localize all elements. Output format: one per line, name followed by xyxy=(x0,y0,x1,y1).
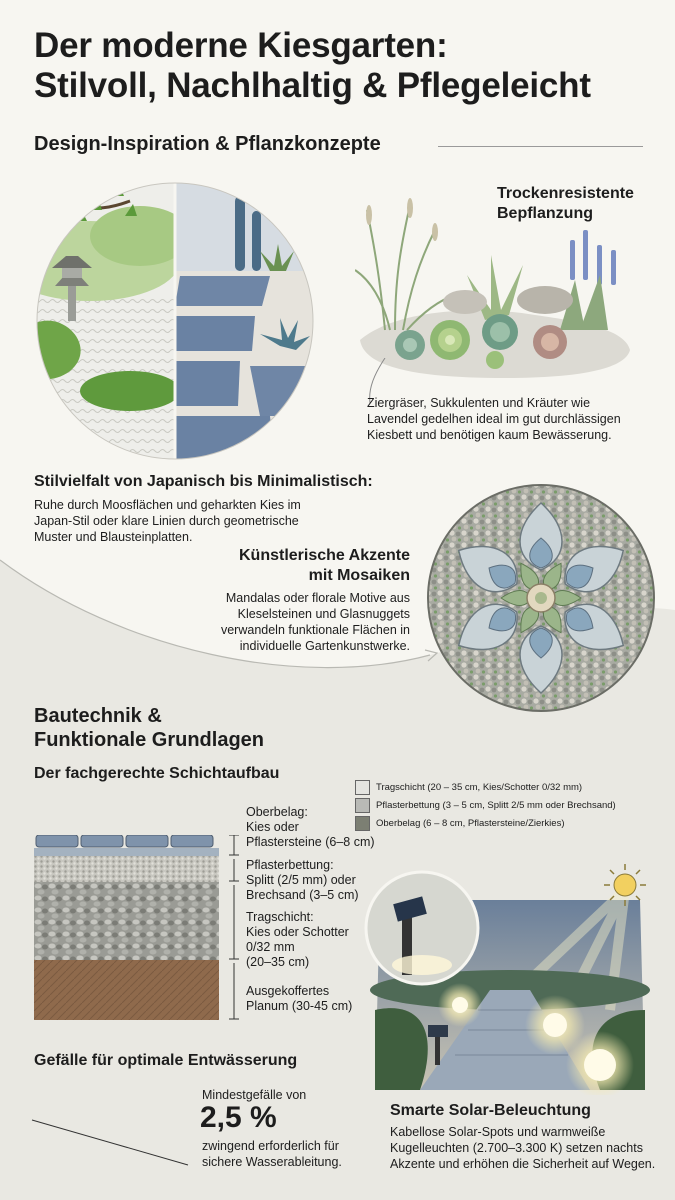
slope-line xyxy=(30,1110,190,1170)
solar-heading: Smarte Solar-Beleuchtung xyxy=(390,1102,591,1119)
legend-swatch xyxy=(355,780,370,795)
page-title-line1: Der moderne Kiesgarten: xyxy=(34,26,448,65)
drought-text-line2: Lavendel gedelhen ideal im gut durchlässigen xyxy=(367,412,621,426)
legend-row-tragschicht xyxy=(355,780,582,795)
slope-heading: Gefälle für optimale Entwässerung xyxy=(34,1052,298,1069)
mosaic-text-line4: individuelle Gartenkunstwerke. xyxy=(239,639,410,653)
layer-label-line: Kies oder Schotter xyxy=(246,925,349,939)
solar-text-line1: Kabellose Solar-Spots und warmweiße xyxy=(390,1125,606,1139)
slope-text xyxy=(202,1138,402,1170)
styles-text-line2: Japan-Stil oder klare Linien durch geometrische xyxy=(34,514,299,528)
section-construction-heading-line1: Bautechnik & xyxy=(34,705,162,727)
styles-heading: Stilvielfalt von Japanisch bis Minimalistisch: xyxy=(34,473,373,490)
layer-cross-section-diagram xyxy=(34,835,264,1025)
mosaic-text-line2: Kleselsteinen und Glasnuggets xyxy=(237,607,410,621)
drought-text-line1: Ziergräser, Sukkulenten und Kräuter wie xyxy=(367,396,591,410)
mosaic-mandala-illustration xyxy=(425,482,657,714)
mosaic-text-line1: Mandalas oder florale Motive aus xyxy=(225,591,410,605)
mosaic-text xyxy=(160,590,410,654)
layer-label-line: (20–35 cm) xyxy=(246,955,310,969)
solar-text-line2: Kugelleuchten (2.700–3.300 K) setzen nachts xyxy=(390,1141,643,1155)
layer-label-line: Tragschicht: xyxy=(246,910,314,924)
legend-label: Oberbelag (6 – 8 cm, Pflastersteine/Zierkies) xyxy=(376,817,565,829)
layer-label-line: Pflastersteine (6–8 cm) xyxy=(246,835,375,849)
legend-label: Tragschicht (20 – 35 cm, Kies/Schotter 0/32 mm) xyxy=(376,781,583,793)
layer-label-line: Splitt (2/5 mm) oder xyxy=(246,873,356,887)
heading-divider xyxy=(438,146,643,147)
drought-text xyxy=(367,395,667,443)
layer-label-line: Brechsand (3–5 cm) xyxy=(246,888,359,902)
succulent-icon xyxy=(430,320,470,360)
slope-text-line1: zwingend erforderlich für xyxy=(202,1139,339,1153)
solar-lighting-illustration xyxy=(360,860,660,1095)
slope-value: 2,5 % xyxy=(200,1101,277,1134)
slope-text-top: Mindestgefälle von xyxy=(202,1088,307,1102)
slope-text-line2: sichere Wasserableitung. xyxy=(202,1155,342,1169)
drought-text-line3: Kiesbett und benötigen kaum Bewässerung. xyxy=(367,428,612,442)
page-title-line2: Stilvoll, Nachlhaltig & Pflegeleicht xyxy=(34,66,591,105)
layers-heading: Der fachgerechte Schichtaufbau xyxy=(34,765,280,782)
solar-text xyxy=(390,1124,670,1172)
section-design-heading: Design-Inspiration & Pflanzkonzepte xyxy=(34,133,381,155)
styles-text-line1: Ruhe durch Moosflächen und geharkten Kies im xyxy=(34,498,301,512)
layer-label-line: 0/32 mm xyxy=(246,940,295,954)
mosaic-heading xyxy=(200,546,410,586)
drought-heading-line2: Bepflanzung xyxy=(497,205,593,222)
layer-label-line: Planum (30-45 cm) xyxy=(246,999,353,1013)
mosaic-heading-line2: mit Mosaiken xyxy=(308,567,410,584)
solar-text-line3: Akzente und erhöhen die Sicherheit auf Wegen. xyxy=(390,1157,656,1171)
styles-text xyxy=(34,497,364,545)
japanese-minimal-garden-illustration xyxy=(30,176,320,466)
section-construction-heading-line2: Funktionale Grundlagen xyxy=(34,729,265,751)
drought-heading-line1: Trockenresistente xyxy=(497,185,634,202)
layer-label-line: Oberbelag: xyxy=(246,805,308,819)
layer-label-oberbelag xyxy=(246,805,396,850)
section-construction-heading xyxy=(34,704,334,752)
layer-label-line: Kies oder xyxy=(246,820,299,834)
layer-label-line: Ausgekoffertes xyxy=(246,984,330,998)
legend-label: Pflasterbettung (3 – 5 cm, Splitt 2/5 mm oder Brechsand) xyxy=(376,799,616,811)
layer-label-line: Pflasterbettung: xyxy=(246,858,334,872)
styles-text-line3: Muster und Blausteinplatten. xyxy=(34,530,193,544)
drought-heading xyxy=(497,184,667,224)
page-title xyxy=(34,26,654,106)
mosaic-text-line3: verwandeln funktionale Flächen in xyxy=(220,623,410,637)
mosaic-heading-line1: Künstlerische Akzente xyxy=(238,547,410,564)
